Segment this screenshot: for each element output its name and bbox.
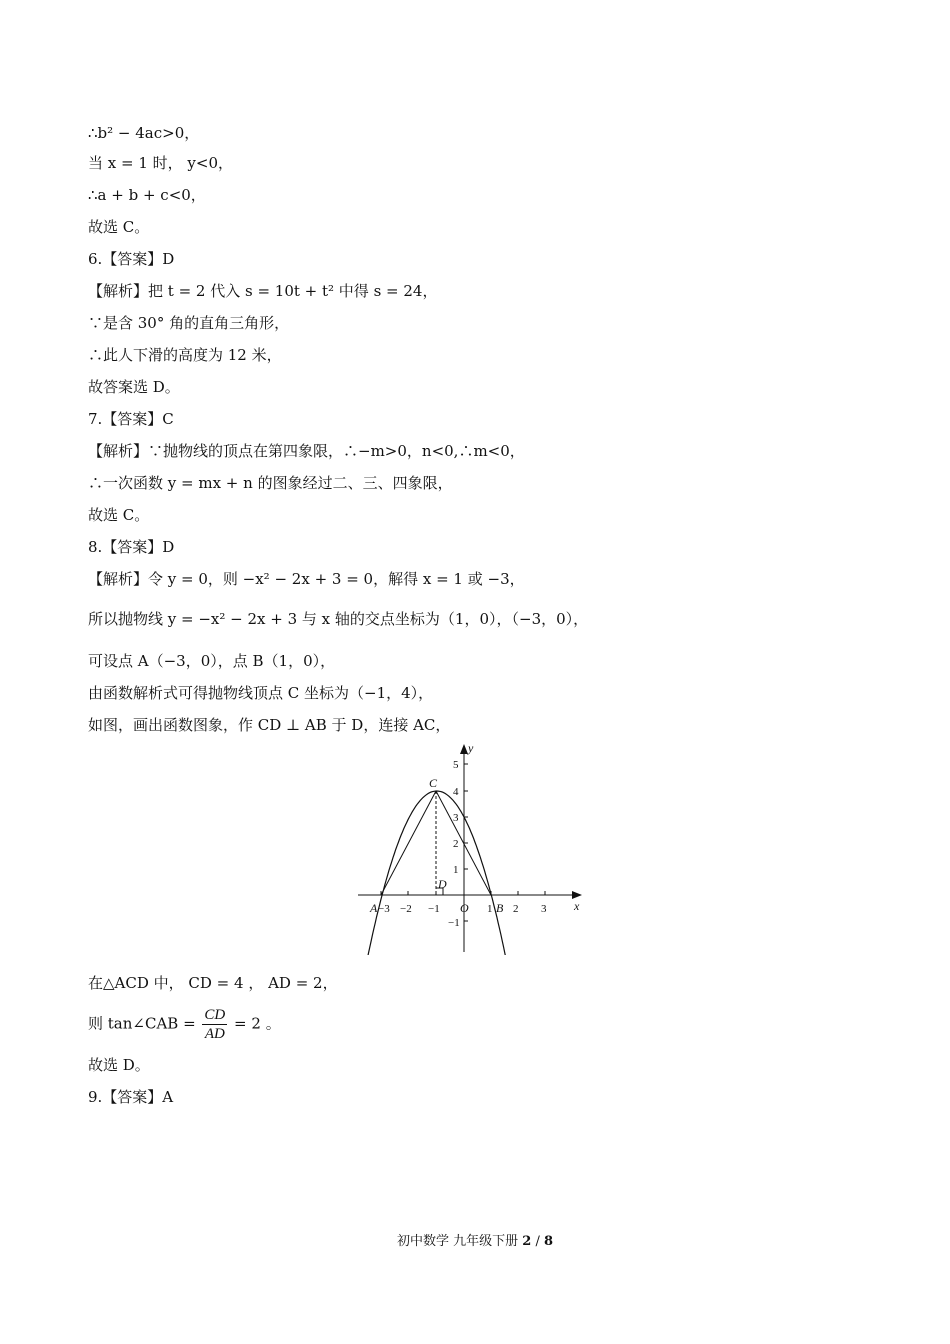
text-line: 【解析】令 y = 0，则 −x² − 2x + 3 = 0，解得 x = 1 或 −3， <box>88 570 525 588</box>
fraction-numerator: CD <box>204 1007 226 1023</box>
y-tick-label: 4 <box>453 786 459 798</box>
x-tick-label: −1 <box>428 903 440 915</box>
tan-prefix: 则 tan∠CAB = <box>88 1014 196 1033</box>
parabola-curve <box>356 791 517 955</box>
footer-separator: / <box>535 1234 540 1249</box>
y-axis-arrow-icon <box>460 744 468 754</box>
text-line: 9.【答案】A <box>88 1088 174 1106</box>
x-axis-label: x <box>574 899 580 913</box>
text-line: 由函数解析式可得抛物线顶点 C 坐标为（−1，4）， <box>88 684 434 702</box>
y-tick-label: 5 <box>453 759 459 771</box>
point-b-label: B <box>496 901 504 915</box>
x-tick-label: −3 <box>378 903 390 915</box>
text-line: 8.【答案】D <box>88 538 175 556</box>
footer-page-number: 2 <box>522 1234 532 1249</box>
page-footer <box>0 1230 950 1249</box>
point-a-label: A <box>370 901 378 915</box>
y-axis-label: y <box>468 741 474 755</box>
footer-subject: 初中数学 九年级下册 <box>396 1234 519 1249</box>
text-line: 故答案选 D。 <box>88 378 180 396</box>
text-line: ∴一次函数 y = mx + n 的图象经过二、三、四象限， <box>88 474 453 492</box>
footer-total-pages: 8 <box>543 1234 554 1249</box>
text-line: ∴此人下滑的高度为 12 米， <box>88 346 282 364</box>
fraction-denominator: AD <box>204 1026 225 1042</box>
text-line: 6.【答案】D <box>88 250 175 268</box>
text-line: 【解析】把 t = 2 代入 s = 10t + t² 中得 s = 24， <box>88 282 438 300</box>
text-line: 故选 D。 <box>88 1056 150 1074</box>
y-tick-label: −1 <box>448 917 460 929</box>
text-line: 所以抛物线 y = −x² − 2x + 3 与 x 轴的交点坐标为（1，0），（−3，0）， <box>88 610 589 628</box>
text-line: 在△ACD 中， CD = 4 ， AD = 2， <box>88 974 338 992</box>
point-c-label: C <box>429 776 438 790</box>
x-tick-label: 2 <box>513 903 519 915</box>
y-tick-label: 3 <box>453 812 459 824</box>
x-tick-label: 3 <box>541 903 547 915</box>
parabola-figure <box>356 740 596 955</box>
origin-label: O <box>460 901 469 915</box>
x-tick-label: −2 <box>400 903 412 915</box>
tan-equation <box>88 1006 281 1043</box>
text-line: 如图，画出函数图象，作 CD ⊥ AB 于 D，连接 AC， <box>88 716 451 734</box>
x-tick-label: 1 <box>487 903 493 915</box>
text-line: 【解析】∵抛物线的顶点在第四象限，∴−m>0，n<0,∴m<0， <box>88 442 525 460</box>
text-line: 当 x = 1 时， y<0， <box>88 154 233 172</box>
text-line: 故选 C。 <box>88 506 150 524</box>
fraction <box>202 1006 227 1043</box>
text-line: 7.【答案】C <box>88 410 174 428</box>
y-tick-label: 2 <box>453 838 459 850</box>
x-axis-arrow-icon <box>572 891 582 899</box>
y-tick-label: 1 <box>453 864 459 876</box>
text-line: ∵是含 30° 角的直角三角形， <box>88 314 290 332</box>
text-line: 故选 C。 <box>88 218 150 236</box>
text-line: 可设点 A（−3，0），点 B（1，0）， <box>88 652 336 670</box>
line-ac <box>381 791 436 895</box>
tan-suffix: = 2 。 <box>234 1014 281 1033</box>
text-line: ∴a + b + c<0， <box>88 186 206 204</box>
point-d-label: D <box>438 877 447 891</box>
text-line: ∴b² − 4ac>0， <box>88 124 200 142</box>
